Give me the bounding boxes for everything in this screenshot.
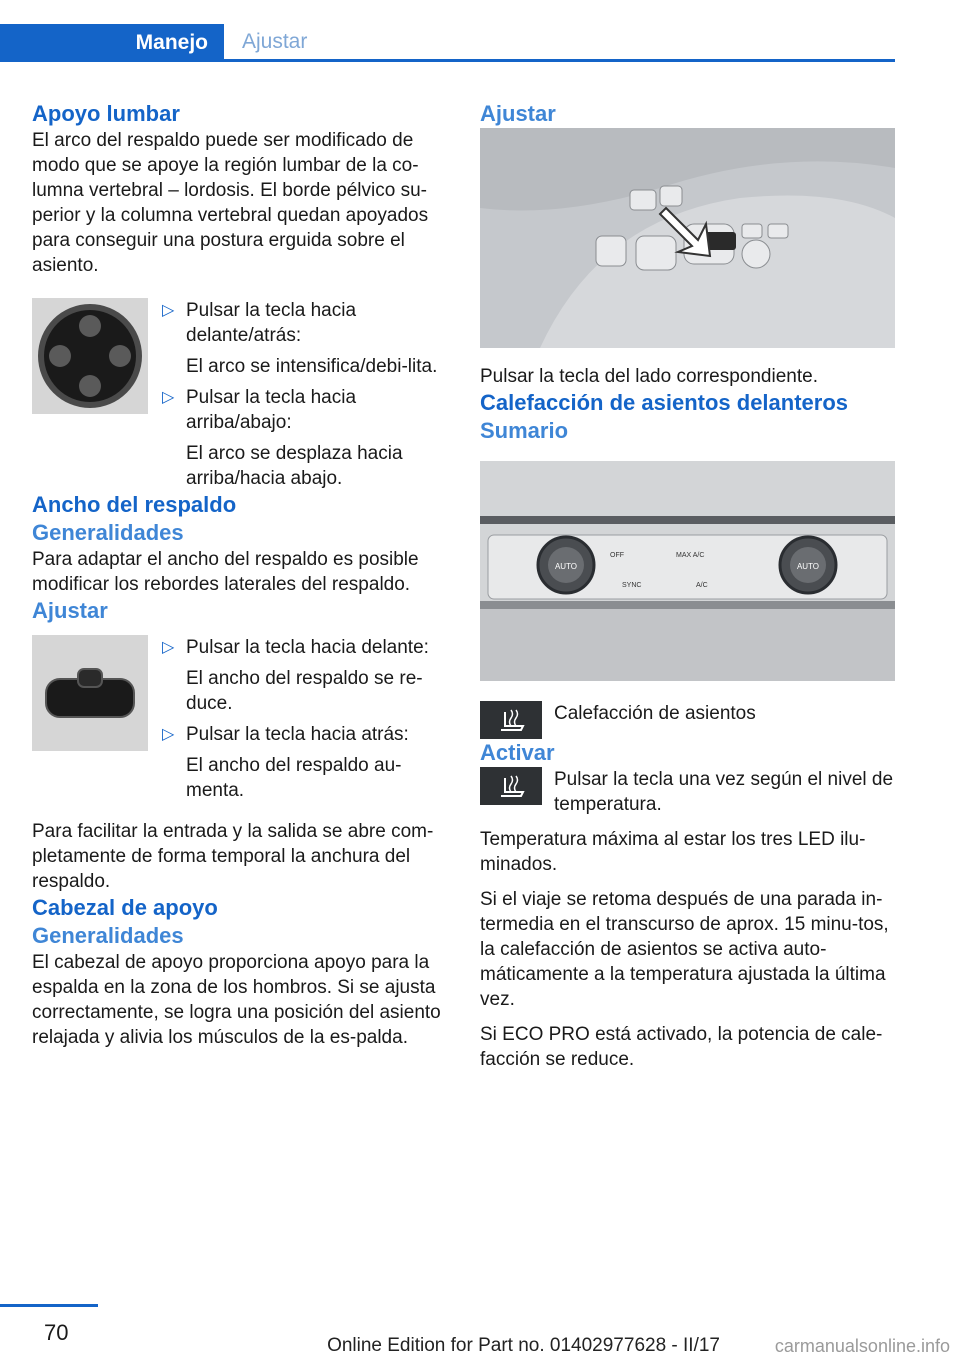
backrest-block xyxy=(32,635,447,803)
off-label: OFF xyxy=(610,552,624,559)
list-item xyxy=(162,298,447,379)
activate-text: Pulsar la tecla una vez según el nivel de temperatura. xyxy=(554,769,894,815)
header-rule xyxy=(0,59,895,62)
max-ac-label: MAX A/C xyxy=(676,552,705,559)
seat-heating-icon xyxy=(480,701,542,739)
chapter-header xyxy=(0,24,895,62)
list-item-result: El ancho del respaldo au-menta. xyxy=(186,755,402,801)
summary-title: Sumario xyxy=(480,418,569,443)
triangle-bullet-icon: ▷ xyxy=(162,639,175,656)
lumbar-list xyxy=(162,298,447,491)
lumbar-block xyxy=(32,298,447,491)
triangle-bullet-icon: ▷ xyxy=(162,389,175,406)
list-item-result: El ancho del respaldo se re-duce. xyxy=(186,668,423,714)
triangle-bullet-icon: ▷ xyxy=(162,302,175,319)
tab-manejo[interactable]: Manejo xyxy=(0,24,224,62)
seat-heating-icon xyxy=(480,767,542,805)
watermark: carmanualsonline.info xyxy=(774,1336,950,1356)
list-item-result: El arco se intensifica/debi-lita. xyxy=(186,356,438,377)
backrest-general-title: Generalidades xyxy=(32,520,184,545)
footer-rule xyxy=(0,1304,98,1307)
heating-text-1: Temperatura máxima al estar los tres LED ilu-minados. xyxy=(480,829,866,875)
ac-label: A/C xyxy=(696,582,708,589)
headrest-title: Cabezal de apoyo xyxy=(32,895,218,920)
page-number: 70 xyxy=(44,1320,69,1345)
lumbar-switch-image xyxy=(32,298,148,414)
list-item xyxy=(162,385,447,491)
left-column xyxy=(32,100,447,1050)
headrest-general-text: El cabezal de apoyo proporciona apoyo para la espalda en la zona de los hombros. Si se ajusta correctamente, se logra una posición del asiento relajada y alivia los músculos de la es-palda. xyxy=(32,952,441,1048)
backrest-switch-image xyxy=(32,635,148,751)
list-item-action: Pulsar la tecla hacia delante: xyxy=(186,637,429,658)
right-column xyxy=(480,100,895,1072)
list-item xyxy=(162,635,447,716)
climate-panel-photo xyxy=(480,461,895,681)
list-item-action: Pulsar la tecla hacia arriba/abajo: xyxy=(186,387,357,433)
backrest-list xyxy=(162,635,447,803)
list-item-result: El arco se desplaza hacia arriba/hacia abajo. xyxy=(186,443,403,489)
seat-controls-photo xyxy=(480,128,895,348)
backrest-adjust-title: Ajustar xyxy=(32,598,108,623)
sync-label: SYNC xyxy=(622,582,642,589)
triangle-bullet-icon: ▷ xyxy=(162,726,175,743)
lumbar-intro: El arco del respaldo puede ser modificado de modo que se apoye la región lumbar de la co-lumna vertebral – lordosis. El borde pélvico su-perior y la columna vertebral quedan apoyados para conseguir una postura erguida sobre el asiento. xyxy=(32,130,429,276)
heating-text-3: Si ECO PRO está activado, la potencia de cale-facción se reduce. xyxy=(480,1024,883,1070)
seat-heating-title: Calefacción de asientos delanteros xyxy=(480,390,849,415)
tab-ajustar[interactable]: Ajustar xyxy=(242,29,308,53)
activate-row xyxy=(480,767,895,817)
heating-text-2: Si el viaje se retoma después de una parada in-termedia en el transcurso de aprox. 15 minu-tos, la calefacción de asientos se activa auto-máticamente a la temperatura ajustada la última vez. xyxy=(480,889,889,1010)
activate-title: Activar xyxy=(480,740,555,765)
auto-label-left: AUTO xyxy=(554,562,578,571)
seat-adjust-title: Ajustar xyxy=(480,101,556,126)
seat-heating-row xyxy=(480,701,895,739)
auto-label-right: AUTO xyxy=(796,562,820,571)
backrest-note: Para facilitar la entrada y la salida se abre com-pletamente de forma temporal la anchura del respaldo. xyxy=(32,821,434,892)
seat-heating-label: Calefacción de asientos xyxy=(554,703,756,724)
backrest-general-text: Para adaptar el ancho del respaldo es posible modificar los rebordes laterales del respaldo. xyxy=(32,549,419,595)
list-item xyxy=(162,722,447,803)
seat-adjust-text: Pulsar la tecla del lado correspondiente. xyxy=(480,366,818,387)
headrest-general-title: Generalidades xyxy=(32,923,184,948)
list-item-action: Pulsar la tecla hacia atrás: xyxy=(186,724,409,745)
lumbar-title: Apoyo lumbar xyxy=(32,101,180,126)
list-item-action: Pulsar la tecla hacia delante/atrás: xyxy=(186,300,357,346)
edition-note: Online Edition for Part no. 01402977628 - II/17 xyxy=(327,1335,720,1356)
backrest-width-title: Ancho del respaldo xyxy=(32,492,237,517)
